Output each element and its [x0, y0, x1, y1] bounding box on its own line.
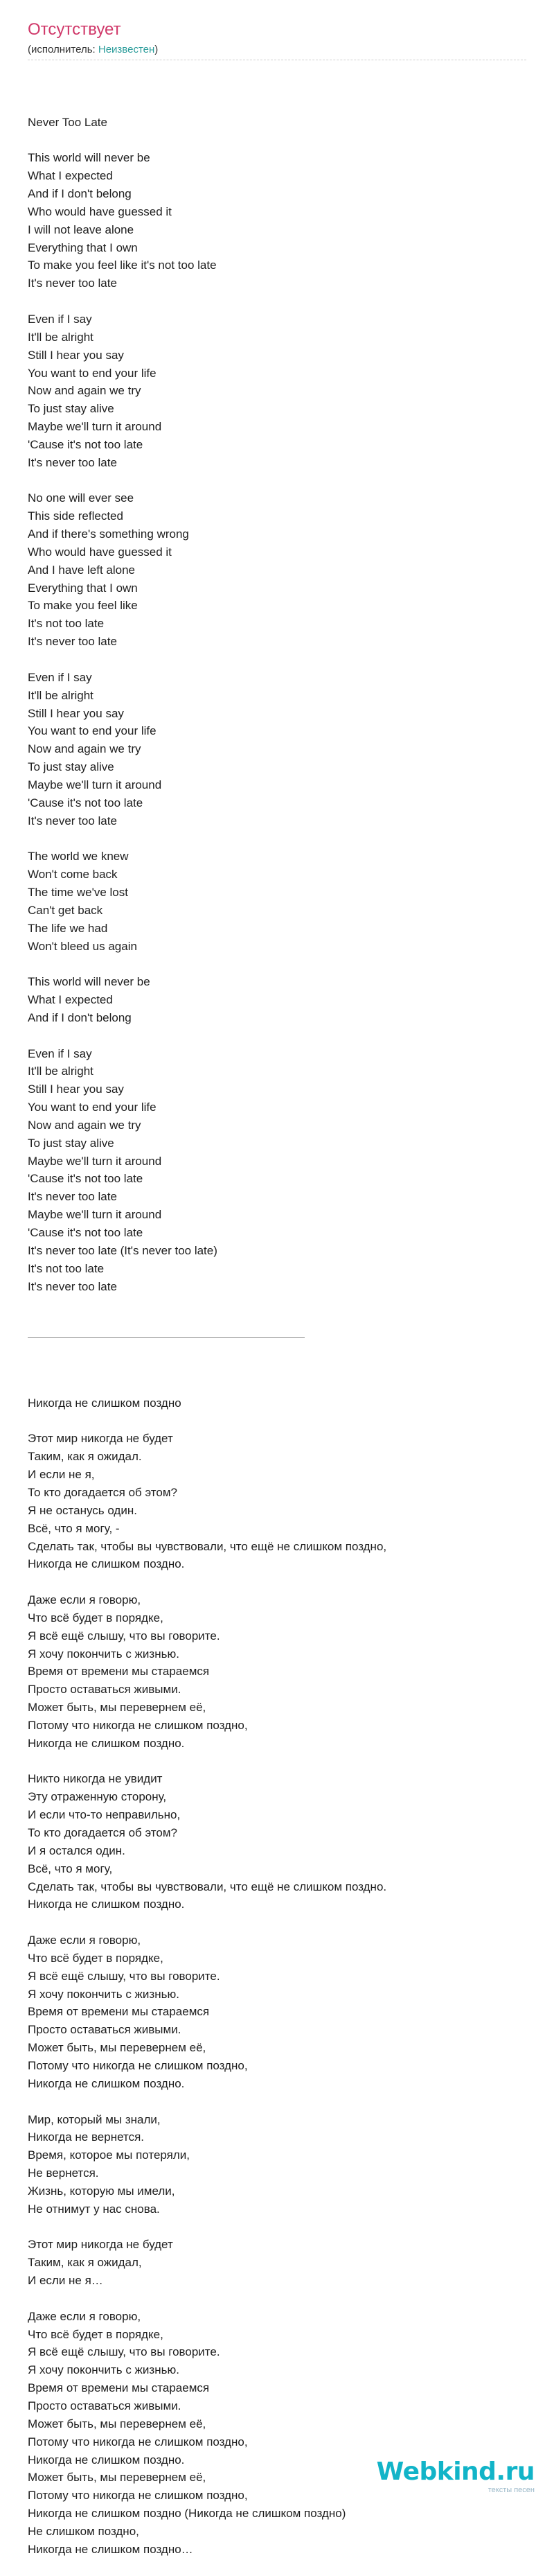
lyric-line: The time we've lost	[28, 885, 128, 899]
lyric-line: Still I hear you say	[28, 1083, 124, 1096]
lyric-line: Этот мир никогда не будет	[28, 2238, 173, 2252]
page-header	[28, 19, 526, 60]
lyric-line: Я не останусь один.	[28, 1503, 137, 1517]
lyric-line: To just stay alive	[28, 760, 114, 774]
lyric-line: Этот мир никогда не будет	[28, 1432, 173, 1446]
lyric-line: It's never too late	[28, 455, 117, 469]
lyric-line: Не вернется.	[28, 2166, 99, 2180]
site-watermark	[377, 2459, 535, 2495]
lyric-line: Я хочу покончить с жизнью.	[28, 1987, 179, 2001]
lyric-line: Won't bleed us again	[28, 939, 137, 953]
lyric-line: Даже если я говорю,	[28, 1593, 141, 1607]
lyric-line: This side reflected	[28, 509, 123, 523]
lyric-line: То кто догадается об этом?	[28, 1826, 177, 1839]
lyric-line: To make you feel like	[28, 599, 138, 613]
lyric-line: 'Cause it's not too late	[28, 796, 143, 809]
lyric-line: Никогда не вернется.	[28, 2130, 145, 2144]
lyric-line: Никто никогда не увидит	[28, 1772, 163, 1786]
lyric-line: Now and again we try	[28, 742, 141, 756]
lyric-line: And if there's something wrong	[28, 527, 189, 541]
lyric-line: It's never too late	[28, 635, 117, 649]
stanza-break	[28, 1573, 526, 1591]
lyric-line: Просто оставаться живыми.	[28, 2023, 181, 2037]
lyric-line: Everything that I own	[28, 581, 138, 595]
lyric-line: Что всё будет в порядке,	[28, 1951, 163, 1965]
artist-suffix: )	[154, 44, 159, 55]
stanza-break	[28, 1412, 526, 1430]
lyric-line: Я всё ещё слышу, что вы говорите.	[28, 2345, 220, 2359]
lyric-line: What I expected	[28, 169, 113, 183]
lyric-line: Even if I say	[28, 1046, 92, 1060]
lyric-line: To make you feel like it's not too late	[28, 259, 217, 272]
lyric-line: It's never too late (It's never too late)	[28, 1243, 217, 1257]
stanza-break	[28, 472, 526, 490]
lyric-line: To just stay alive	[28, 1136, 114, 1150]
lyric-line: It'll be alright	[28, 330, 93, 344]
lyric-line: И если не я,	[28, 1468, 95, 1482]
lyric-line: Эту отраженную сторону,	[28, 1790, 167, 1804]
lyric-line: Now and again we try	[28, 1118, 141, 1132]
lyric-line: The life we had	[28, 921, 108, 935]
lyric-line: И если что-то неправильно,	[28, 1808, 181, 1822]
lyric-line: Жизнь, которую мы имели,	[28, 2184, 175, 2198]
lyric-line: Сделать так, чтобы вы чувствовали, что ещё не слишком поздно,	[28, 1539, 387, 1553]
lyric-line: Не слишком поздно,	[28, 2524, 139, 2538]
lyric-line: It'll be alright	[28, 1064, 93, 1078]
lyric-line: Что всё будет в порядке,	[28, 2327, 163, 2341]
translation-separator	[28, 1337, 305, 1338]
lyric-line: Всё, что я могу,	[28, 1861, 113, 1875]
lyric-line: Everything that I own	[28, 240, 138, 254]
lyric-line: To just stay alive	[28, 402, 114, 416]
lyric-line: Даже если я говорю,	[28, 2309, 141, 2323]
lyric-line: Никогда не слишком поздно (Никогда не слишком поздно)	[28, 2507, 346, 2521]
lyric-line: Никогда не слишком поздно…	[28, 2542, 193, 2556]
lyric-line: Время от времени мы стараемся	[28, 2005, 210, 2019]
lyric-line: And if I don't belong	[28, 187, 132, 201]
lyric-line: It'll be alright	[28, 688, 93, 702]
stanza-break	[28, 2093, 526, 2111]
lyric-line: Может быть, мы перевернем её,	[28, 2417, 206, 2430]
lyric-line: It's never too late	[28, 1279, 117, 1293]
lyric-line: Maybe we'll turn it around	[28, 778, 162, 791]
lyric-line: It's never too late	[28, 277, 117, 290]
lyric-line: Maybe we'll turn it around	[28, 1208, 162, 1222]
lyric-line: Никогда не слишком поздно.	[28, 2453, 185, 2467]
lyric-line: Никогда не слишком поздно.	[28, 1736, 185, 1750]
lyric-line: Still I hear you say	[28, 706, 124, 720]
lyric-line: It's never too late	[28, 814, 117, 827]
artist-prefix: (исполнитель:	[28, 44, 98, 55]
lyric-line: Время, которое мы потеряли,	[28, 2148, 190, 2162]
watermark-tagline: тексты песен	[488, 2486, 535, 2494]
lyric-line: No one will ever see	[28, 491, 134, 505]
lyric-line: То кто догадается об этом?	[28, 1485, 177, 1499]
lyric-line: You want to end your life	[28, 1101, 157, 1114]
lyric-line: Я хочу покончить с жизнью.	[28, 2363, 179, 2377]
stanza-break	[28, 1753, 526, 1771]
lyric-line: Таким, как я ожидал.	[28, 1450, 142, 1464]
stanza-break	[28, 955, 526, 973]
lyric-line: Потому что никогда не слишком поздно,	[28, 2435, 248, 2448]
lyrics-body	[28, 78, 526, 2576]
lyric-line: You want to end your life	[28, 724, 157, 738]
stanza-break	[28, 1027, 526, 1045]
stanza-break	[28, 2290, 526, 2308]
lyric-line: I will not leave alone	[28, 222, 134, 236]
lyric-line: Мир, который мы знали,	[28, 2112, 161, 2126]
stanza-break	[28, 132, 526, 150]
stanza-break	[28, 292, 526, 310]
lyrics-english	[28, 114, 526, 1296]
lyric-line: Maybe we'll turn it around	[28, 420, 162, 434]
lyric-line: Maybe we'll turn it around	[28, 1154, 162, 1168]
stanza-break	[28, 830, 526, 848]
lyric-line: 'Cause it's not too late	[28, 437, 143, 451]
lyric-line: Просто оставаться живыми.	[28, 1683, 181, 1697]
stanza-break	[28, 1913, 526, 1931]
lyric-line: Время от времени мы стараемся	[28, 1665, 210, 1679]
lyric-line: It's never too late	[28, 1190, 117, 1204]
lyric-line: Я хочу покончить с жизнью.	[28, 1647, 179, 1661]
lyric-line: Who would have guessed it	[28, 204, 172, 218]
lyric-line: Can't get back	[28, 903, 103, 917]
lyric-line: Even if I say	[28, 670, 92, 684]
lyric-line: Никогда не слишком поздно	[28, 1396, 181, 1410]
lyric-line: And if I don't belong	[28, 1010, 132, 1024]
lyric-line: Может быть, мы перевернем её,	[28, 1701, 206, 1715]
lyric-line: You want to end your life	[28, 366, 157, 380]
lyric-line: It's not too late	[28, 617, 105, 631]
lyric-line: Просто оставаться живыми.	[28, 2399, 181, 2412]
lyric-line: Потому что никогда не слишком поздно,	[28, 2489, 248, 2503]
lyric-line: The world we knew	[28, 850, 129, 864]
lyric-line: Who would have guessed it	[28, 545, 172, 559]
lyric-line: Still I hear you say	[28, 348, 124, 362]
lyric-line: Что всё будет в порядке,	[28, 1611, 163, 1624]
lyric-line: Сделать так, чтобы вы чувствовали, что ещё не слишком поздно.	[28, 1880, 387, 1893]
lyric-line: Никогда не слишком поздно.	[28, 1898, 185, 1911]
watermark-logo: Webkind.ru	[376, 2457, 535, 2486]
lyric-line: This world will never be	[28, 151, 150, 165]
lyric-line: Потому что никогда не слишком поздно,	[28, 1718, 248, 1732]
lyric-line: It's not too late	[28, 1261, 105, 1275]
lyric-line: Не отнимут у нас снова.	[28, 2202, 160, 2216]
lyric-line: Никогда не слишком поздно.	[28, 1557, 185, 1571]
lyric-line: Всё, что я могу, -	[28, 1521, 120, 1535]
lyric-line: Won't come back	[28, 868, 118, 882]
lyric-line: Потому что никогда не слишком поздно,	[28, 2058, 248, 2072]
lyric-line: Now and again we try	[28, 384, 141, 398]
lyric-line: Таким, как я ожидал,	[28, 2256, 142, 2270]
artist-line	[28, 43, 526, 57]
lyric-line: 'Cause it's not too late	[28, 1172, 143, 1186]
lyric-line: И если не я…	[28, 2274, 103, 2288]
lyric-line: What I expected	[28, 993, 113, 1007]
lyric-line: Даже если я говорю,	[28, 1934, 141, 1947]
artist-link[interactable]: Неизвестен	[98, 44, 155, 55]
lyric-line: Я всё ещё слышу, что вы говорите.	[28, 1969, 220, 1983]
stanza-break	[28, 651, 526, 669]
lyric-line: Even if I say	[28, 312, 92, 326]
lyric-line: Я всё ещё слышу, что вы говорите.	[28, 1629, 220, 1642]
lyric-line: Может быть, мы перевернем её,	[28, 2041, 206, 2055]
lyric-line: 'Cause it's not too late	[28, 1226, 143, 1239]
stanza-break	[28, 2218, 526, 2236]
lyric-line: Never Too Late	[28, 115, 107, 129]
page-title: Отсутствует	[28, 20, 121, 39]
lyric-line: And I have left alone	[28, 563, 136, 577]
lyric-line: Время от времени мы стараемся	[28, 2381, 210, 2395]
lyric-line: Никогда не слишком поздно.	[28, 2076, 185, 2090]
lyric-line: И я остался один.	[28, 1843, 125, 1857]
lyric-line: Может быть, мы перевернем её,	[28, 2471, 206, 2485]
lyric-line: This world will never be	[28, 975, 150, 989]
lyrics-russian	[28, 1394, 526, 2559]
